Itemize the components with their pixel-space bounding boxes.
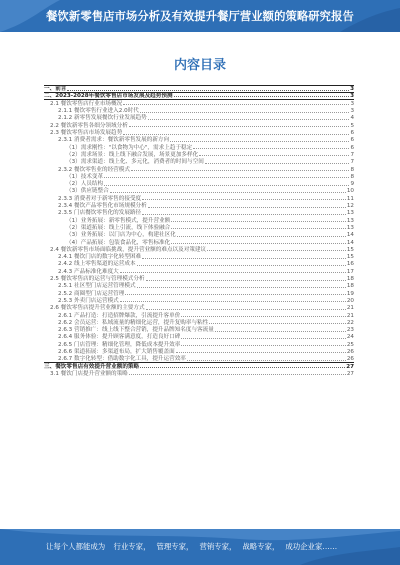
toc-entry-text: （3）需求渠道：线上化、多元化，消费者的时间与空间 (66, 159, 204, 166)
toc-page-number: 24 (346, 334, 354, 341)
toc-entry[interactable] (44, 355, 354, 362)
report-title: 餐饮新零售店市场分析及有效提升餐厅营业额的策略研究报告 (46, 10, 354, 23)
toc-page-number: 3 (350, 100, 354, 107)
toc-page-number: 18 (346, 283, 354, 290)
toc-entry-text: 2.1.1 餐饮零售行业进入2.0时代 (58, 108, 139, 115)
toc-leader-dots (140, 367, 345, 368)
toc-entry[interactable] (44, 209, 354, 216)
toc-entry[interactable] (44, 297, 354, 304)
footer-slogan (46, 541, 343, 552)
toc-leader-dots (146, 280, 346, 281)
toc-leader-dots (104, 177, 349, 178)
toc-entry[interactable] (44, 311, 354, 318)
toc-entry[interactable] (44, 275, 354, 282)
toc-entry[interactable] (44, 194, 354, 201)
toc-leader-dots (207, 250, 346, 251)
toc-entry[interactable] (44, 158, 354, 165)
toc-leader-dots (131, 170, 349, 171)
toc-entry[interactable] (44, 224, 354, 231)
toc-entry[interactable] (44, 348, 354, 355)
toc-page-number: 10 (346, 188, 354, 195)
toc-entry-text: 2.3.4 餐饮产品零售化市场规模分析 (58, 203, 147, 210)
toc-leader-dots (181, 345, 346, 346)
toc-page-number: 21 (346, 312, 354, 319)
toc-page-number: 18 (346, 276, 354, 283)
footer-slogan-item: 战略专家， (242, 542, 280, 551)
toc-entry[interactable] (44, 173, 354, 180)
toc-page-number: 6 (350, 130, 354, 137)
toc-entry[interactable] (44, 165, 354, 172)
toc-entry-text: 2.3.1 消费者需求：餐饮新零售发展的新方向 (58, 137, 170, 144)
footer-slogan-item: 管理专家， (156, 542, 194, 551)
toc-leader-dots (181, 316, 346, 317)
footer-slogan-item: 行业专家， (113, 542, 151, 551)
toc-entry[interactable] (44, 362, 354, 369)
toc-leader-dots (171, 228, 346, 229)
toc-entry[interactable] (44, 107, 354, 114)
toc-entry-text: （1）技术变革 (66, 173, 104, 180)
toc-leader-dots (142, 214, 346, 215)
toc-entry-text: 2.3 餐饮零售店市场发展趋势 (50, 130, 123, 137)
toc-page-number: 27 (346, 370, 354, 377)
toc-entry-text: 2.6 餐饮零售店提升营业额的主要方式 (50, 305, 145, 312)
toc-leader-dots (171, 243, 346, 244)
toc-entry-text: 2.5 餐饮零售店的运营与管理模式分析 (50, 276, 145, 283)
toc-entry-text: 2.6.4 服务体验：提升顾客满意度，打造良好口碑 (58, 334, 181, 341)
toc-page-number: 20 (346, 297, 354, 304)
toc-entry-text: 2.3.5 门店餐饮零售化的发展路径 (58, 210, 142, 217)
toc-leader-dots (142, 258, 346, 259)
toc-page-number: 26 (346, 348, 354, 355)
toc-entry[interactable] (44, 121, 354, 128)
toc-entry-text: 2.6.5 门店管理：精细化管理，降低成本提升效率 (58, 341, 181, 348)
toc-entry-text: （3）供应链整合 (66, 188, 109, 195)
toc-entry-text: 一、前言 (44, 86, 67, 93)
toc-page-number: 19 (346, 290, 354, 297)
toc-entry[interactable] (44, 370, 354, 377)
toc-entry[interactable] (44, 304, 354, 311)
toc-entry-text: 2.5.2 商圈型门店运营管理 (58, 290, 125, 297)
toc-entry-text: （1）需求刚性："以食物为中心"，需求上趋于稳定 (66, 144, 193, 151)
toc-page-number: 11 (346, 195, 354, 202)
toc-entry[interactable] (44, 114, 354, 121)
toc-leader-dots (142, 199, 346, 200)
table-of-contents (44, 85, 354, 377)
toc-entry[interactable] (44, 187, 354, 194)
toc-leader-dots (199, 155, 349, 156)
toc-page-number: 7 (350, 159, 354, 166)
toc-entry[interactable] (44, 238, 354, 245)
toc-leader-dots (174, 96, 350, 97)
toc-leader-dots (193, 148, 349, 149)
toc-leader-dots (177, 236, 346, 237)
toc-page-number: 21 (346, 305, 354, 312)
toc-leader-dots (129, 374, 346, 375)
toc-entry[interactable] (44, 340, 354, 347)
toc-leader-dots (137, 265, 346, 266)
toc-page-number: 15 (346, 246, 354, 253)
toc-page-number: 7 (350, 151, 354, 158)
toc-entry[interactable] (44, 100, 354, 107)
footer-slogan-item: 营销专家， (199, 542, 237, 551)
toc-entry-text: （2）人员结构 (66, 181, 104, 188)
toc-entry[interactable] (44, 151, 354, 158)
toc-leader-dots (209, 323, 346, 324)
toc-leader-dots (110, 192, 346, 193)
toc-page-number: 15 (346, 254, 354, 261)
toc-page-number: 27 (346, 363, 354, 370)
toc-page-number: 6 (350, 144, 354, 151)
toc-page-number: 6 (350, 137, 354, 144)
toc-leader-dots (123, 134, 349, 135)
toc-leader-dots (146, 309, 346, 310)
toc-page-number: 14 (346, 239, 354, 246)
toc-leader-dots (137, 287, 346, 288)
toc-leader-dots (171, 221, 346, 222)
toc-page-number: 17 (346, 268, 354, 275)
toc-entry-text: 2.4.2 线上零售渠道的运营成本 (58, 261, 136, 268)
toc-page-number: 4 (350, 115, 354, 122)
toc-entry[interactable] (44, 231, 354, 238)
toc-entry-text: 2.6.3 营销推广：线上线下整合营销，提升品牌知名度与客流量 (58, 327, 214, 334)
toc-leader-dots (148, 207, 346, 208)
toc-page-number: 16 (346, 261, 354, 268)
toc-page-number: 3 (350, 92, 354, 99)
toc-leader-dots (67, 90, 349, 91)
toc-entry-text: 2.6.1 产品打造：打造招牌爆款，引流提升客单价 (58, 312, 181, 319)
toc-entry-text: 2.5.3 外卖门店运营模式 (58, 297, 119, 304)
toc-entry-text: 2.6.2 会员运营：私域流量的精细化运营，提升复购率与粘性 (58, 319, 209, 326)
toc-entry-text: 2.3.3 消费者对于新零售的接受度 (58, 195, 142, 202)
toc-entry-text: 2.5.1 社区型门店运营管理模式 (58, 283, 136, 290)
toc-entry[interactable] (44, 260, 354, 267)
toc-page-number: 8 (350, 166, 354, 173)
toc-entry-text: 三、餐饮零售店有效提升营业额的策略 (44, 363, 140, 370)
toc-entry[interactable] (44, 216, 354, 223)
toc-leader-dots (140, 112, 350, 113)
toc-entry[interactable] (44, 253, 354, 260)
toc-entry[interactable] (44, 282, 354, 289)
toc-page-number: 12 (346, 203, 354, 210)
toc-entry[interactable] (44, 143, 354, 150)
toc-entry[interactable] (44, 289, 354, 296)
toc-entry[interactable] (44, 180, 354, 187)
toc-entry-text: 二、2023-2028年餐饮零售店市场发展及趋势预测 (44, 92, 173, 99)
toc-entry[interactable] (44, 319, 354, 326)
toc-entry-text: （2）需求场景：线上线下融合发展，场景更加多样化 (66, 151, 199, 158)
toc-entry[interactable] (44, 92, 354, 99)
toc-entry-text: 2.2 餐饮新零售各细分领域分析 (50, 122, 128, 129)
toc-page-number: 9 (350, 181, 354, 188)
toc-leader-dots (181, 338, 346, 339)
toc-leader-dots (170, 141, 349, 142)
toc-leader-dots (104, 185, 349, 186)
toc-page-number: 13 (346, 224, 354, 231)
header-banner (0, 0, 400, 32)
footer-banner (0, 529, 400, 565)
toc-entry[interactable] (44, 202, 354, 209)
toc-page-number: 13 (346, 217, 354, 224)
toc-leader-dots (129, 126, 350, 127)
toc-entry-text: （3）业务拓展：以门店为中心，构建社区化 (66, 232, 176, 239)
toc-entry-text: 2.4 餐饮新零售市场面临挑战，提升营业额的难点以及对策建议 (50, 246, 207, 253)
toc-entry-text: 2.6.7 数字化转型：借助数字化工具，提升运营效率 (58, 356, 186, 363)
toc-leader-dots (123, 104, 349, 105)
toc-page-number: 3 (350, 108, 354, 115)
toc-leader-dots (125, 294, 346, 295)
toc-leader-dots (148, 119, 350, 120)
toc-leader-dots (187, 360, 346, 361)
toc-entry-text: 2.3.2 餐饮零售业的经营模式 (58, 166, 130, 173)
toc-page-number: 3 (350, 86, 354, 93)
toc-entry[interactable] (44, 136, 354, 143)
toc-entry[interactable] (44, 246, 354, 253)
toc-heading: 内容目录 (173, 58, 226, 73)
toc-entry-text: 2.4.1 餐饮门店的数字化转型困难 (58, 254, 142, 261)
toc-entry-text: 2.4.3 产品标准化难度大 (58, 268, 119, 275)
toc-page-number: 5 (350, 122, 354, 129)
toc-entry-text: 3.1 餐饮门店提升营业额的策略 (50, 370, 128, 377)
toc-leader-dots (205, 163, 350, 164)
toc-entry[interactable] (44, 326, 354, 333)
toc-leader-dots (215, 331, 346, 332)
toc-leader-dots (176, 352, 346, 353)
footer-slogan-item: 成功企业家…… (285, 542, 338, 551)
toc-page-number: 14 (346, 232, 354, 239)
toc-page-number: 8 (350, 173, 354, 180)
footer-lead: 让每个人都能成为 (46, 542, 106, 551)
toc-entry-text: 2.1 餐饮零售店行业市场概况 (50, 100, 123, 107)
toc-entry[interactable] (44, 267, 354, 274)
toc-page-number: 25 (346, 341, 354, 348)
toc-page-number: 13 (346, 210, 354, 217)
toc-leader-dots (120, 301, 346, 302)
toc-entry-text: 2.1.2 新零售发展餐饮行业发展趋势 (58, 115, 147, 122)
toc-entry-text: （2）渠道拓展：线上引流，线下体验融合 (66, 224, 171, 231)
toc-page-number: 23 (346, 327, 354, 334)
toc-entry-text: （1）业务拓展：新零售模式，提升营业额 (66, 217, 171, 224)
toc-entry[interactable] (44, 333, 354, 340)
toc-page-number: 26 (346, 356, 354, 363)
toc-entry-text: 2.6.6 渠道拓展：多渠道布局，扩大销售覆盖面 (58, 348, 175, 355)
toc-entry[interactable] (44, 129, 354, 136)
toc-entry-text: （4）产品拓展：包装食品化，零售标准化 (66, 239, 171, 246)
toc-entry[interactable] (44, 85, 354, 92)
toc-page-number: 22 (346, 319, 354, 326)
toc-leader-dots (120, 272, 346, 273)
